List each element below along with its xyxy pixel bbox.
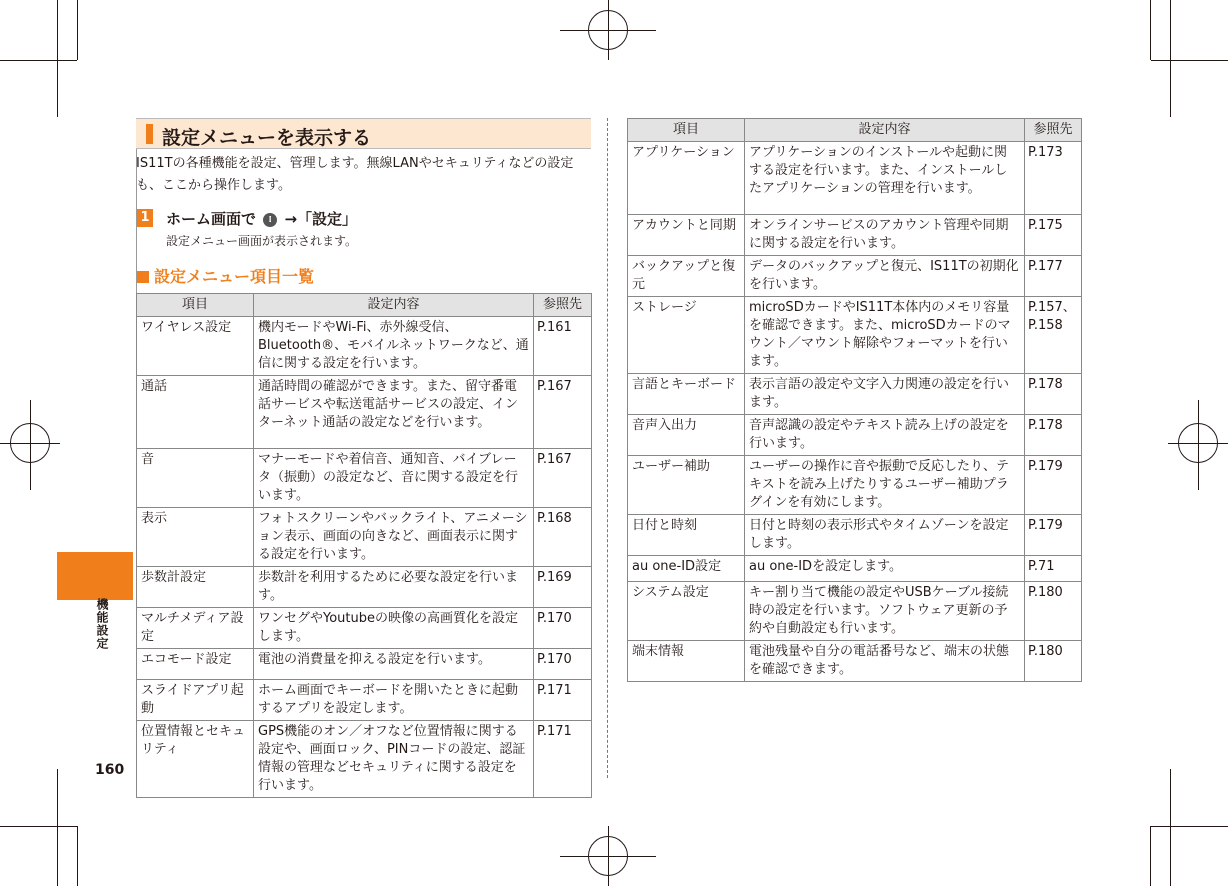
cell-content: ワンセグやYoutubeの映像の高画質化を設定します。 (254, 608, 534, 649)
settings-table-right (627, 118, 1082, 682)
cell-content: 通話時間の確認ができます。また、留守番電話サービスや転送電話サービスの設定、インターネット通話の設定などを行います。 (254, 376, 534, 449)
cell-ref: P.180 (1025, 641, 1082, 682)
cell-item: 言語とキーボード (628, 374, 745, 415)
section-heading (136, 118, 591, 149)
table-row (137, 508, 592, 567)
table-header-row (137, 294, 592, 317)
table-row (628, 215, 1082, 256)
cell-ref: P.161 (534, 317, 592, 376)
chapter-label: 機能設定 (95, 598, 109, 650)
cell-content: 音声認識の設定やテキスト読み上げの設定を行います。 (745, 415, 1025, 456)
cell-ref: P.167 (534, 376, 592, 449)
chapter-tab (57, 552, 133, 600)
table-row (628, 456, 1082, 515)
cell-ref: P.168 (534, 508, 592, 567)
header-content: 設定内容 (745, 119, 1025, 142)
cell-item: 音 (137, 449, 254, 508)
step-title-suffix: →「設定」 (284, 210, 358, 228)
subheading (137, 264, 314, 287)
cell-ref: P.171 (534, 721, 592, 798)
step-description: 設定メニュー画面が表示されます。 (166, 234, 358, 248)
subheading-text: 設定メニュー項目一覧 (154, 267, 315, 286)
cell-content: データのバックアップと復元、IS11Tの初期化を行います。 (745, 256, 1025, 297)
cell-ref: P.178 (1025, 374, 1082, 415)
cell-item: マルチメディア設定 (137, 608, 254, 649)
table-row (137, 680, 592, 721)
table-header-row (628, 119, 1082, 142)
table-row (137, 317, 592, 376)
cell-item: au one-ID設定 (628, 556, 745, 582)
cell-ref: P.178 (1025, 415, 1082, 456)
cell-content: キー割り当て機能の設定やUSBケーブル接続時の設定を行います。ソフトウェア更新の予約や自動設定も行います。 (745, 582, 1025, 641)
table-row (137, 376, 592, 449)
cell-ref: P.173 (1025, 142, 1082, 215)
cell-content: ホーム画面でキーボードを開いたときに起動するアプリを設定します。 (254, 680, 534, 721)
cell-content: microSDカードやIS11T本体内のメモリ容量を確認できます。また、microSDカードのマウント／マウント解除やフォーマットを行います。 (745, 297, 1025, 374)
cell-item: ストレージ (628, 297, 745, 374)
cell-content: GPS機能のオン／オフなど位置情報に関する設定や、画面ロック、PINコードの設定、認証情報の管理などセキュリティに関する設定を行います。 (254, 721, 534, 798)
cell-item: スライドアプリ起動 (137, 680, 254, 721)
cell-item: アカウントと同期 (628, 215, 745, 256)
cell-item: 音声入出力 (628, 415, 745, 456)
cell-item: エコモード設定 (137, 649, 254, 680)
cell-content: 歩数計を利用するために必要な設定を行います。 (254, 567, 534, 608)
cell-content: マナーモードや着信音、通知音、バイブレータ（振動）の設定など、音に関する設定を行います。 (254, 449, 534, 508)
page-number: 160 (95, 762, 125, 778)
cell-item: ワイヤレス設定 (137, 317, 254, 376)
settings-table-left (136, 293, 592, 798)
table-row (628, 582, 1082, 641)
header-item: 項目 (628, 119, 745, 142)
step-title-prefix: ホーム画面で (166, 210, 257, 228)
table-row (137, 608, 592, 649)
cell-content: ユーザーの操作に音や振動で反応したり、テキストを読み上げたりするユーザー補助プラグインを有効にします。 (745, 456, 1025, 515)
step-title (166, 208, 357, 229)
cell-ref: P.169 (534, 567, 592, 608)
table-row (137, 567, 592, 608)
cell-ref: P.171 (534, 680, 592, 721)
step-number: 1 (137, 209, 153, 227)
header-ref: 参照先 (534, 294, 592, 317)
header-ref: 参照先 (1025, 119, 1082, 142)
cell-content: アプリケーションのインストールや起動に関する設定を行います。また、インストールしたアプリケーションの管理を行います。 (745, 142, 1025, 215)
table-row (628, 374, 1082, 415)
table-row (628, 556, 1082, 582)
cell-item: アプリケーション (628, 142, 745, 215)
cell-item: バックアップと復元 (628, 256, 745, 297)
intro-text: IS11Tの各種機能を設定、管理します。無線LANやセキュリティなどの設定も、ここから操作します。 (136, 156, 574, 193)
cell-content: au one-IDを設定します。 (745, 556, 1025, 582)
table-row (137, 449, 592, 508)
square-bullet-icon (137, 271, 149, 283)
table-row (137, 649, 592, 680)
cell-ref: P.170 (534, 649, 592, 680)
section-title: 設定メニューを表示する (162, 127, 372, 149)
cell-content: フォトスクリーンやバックライト、アニメーション表示、画面の向きなど、画面表示に関する設定を行います。 (254, 508, 534, 567)
table-row (628, 142, 1082, 215)
cell-content: 電池残量や自分の電話番号など、端末の状態を確認できます。 (745, 641, 1025, 682)
cell-content: 機内モードやWi-Fi、赤外線受信、Bluetooth®、モバイルネットワークなど、通信に関する設定を行います。 (254, 317, 534, 376)
table-row (628, 641, 1082, 682)
cell-ref: P.170 (534, 608, 592, 649)
cell-ref: P.180 (1025, 582, 1082, 641)
cell-content: 電池の消費量を抑える設定を行います。 (254, 649, 534, 680)
header-item: 項目 (137, 294, 254, 317)
cell-item: 日付と時刻 (628, 515, 745, 556)
cell-item: 通話 (137, 376, 254, 449)
table-row (628, 515, 1082, 556)
cell-ref: P.71 (1025, 556, 1082, 582)
cell-item: 表示 (137, 508, 254, 567)
cell-ref: P.177 (1025, 256, 1082, 297)
table-row (628, 297, 1082, 374)
cell-ref: P.175 (1025, 215, 1082, 256)
table-row (137, 721, 592, 798)
cell-content: 日付と時刻の表示形式やタイムゾーンを設定します。 (745, 515, 1025, 556)
cell-ref: P.167 (534, 449, 592, 508)
cell-ref: P.179 (1025, 456, 1082, 515)
cell-item: ユーザー補助 (628, 456, 745, 515)
cell-ref: P.179 (1025, 515, 1082, 556)
menu-icon: ⁞ (263, 213, 277, 227)
cell-item: 位置情報とセキュリティ (137, 721, 254, 798)
cell-content: オンラインサービスのアカウント管理や同期に関する設定を行います。 (745, 215, 1025, 256)
cell-item: システム設定 (628, 582, 745, 641)
table-row (628, 256, 1082, 297)
page-divider (607, 118, 608, 778)
heading-bar (146, 124, 153, 144)
cell-item: 歩数計設定 (137, 567, 254, 608)
table-row (628, 415, 1082, 456)
cell-content: 表示言語の設定や文字入力関連の設定を行います。 (745, 374, 1025, 415)
cell-item: 端末情報 (628, 641, 745, 682)
cell-ref: P.157、P.158 (1025, 297, 1082, 374)
header-content: 設定内容 (254, 294, 534, 317)
